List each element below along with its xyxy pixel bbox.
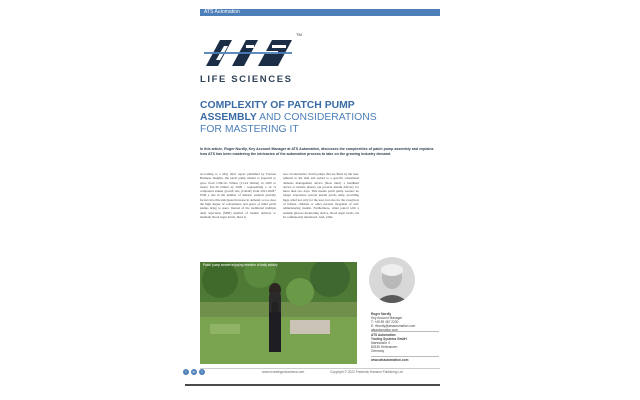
author-email: E: rNordly@atsautomation.com bbox=[371, 324, 416, 328]
article-title-line-3: FOR MASTERING IT bbox=[200, 124, 299, 135]
article-intro: In this article, Roger Nordly, Key Account Manager at ATS Automation, discusses the complexities of patch pump assembly and explains how ATS has been mastering the intricacies of the automation process to take on the growing industry demand. bbox=[200, 147, 434, 156]
divider bbox=[371, 331, 439, 332]
page-bottom-edge bbox=[185, 384, 440, 386]
author-email-2: atsautomation.com bbox=[371, 328, 398, 332]
facebook-icon[interactable]: f bbox=[183, 369, 189, 375]
company-city: 80335 Hörbranzen bbox=[371, 345, 398, 349]
company-website[interactable]: www.atsautomation.com bbox=[371, 358, 409, 362]
patch-pump-wearer-photo bbox=[200, 262, 357, 364]
author-name: Roger Nordly bbox=[371, 312, 392, 316]
ats-logo bbox=[202, 38, 294, 68]
author-phone: T: +49 89 467 2230 bbox=[371, 320, 399, 324]
linkedin-icon[interactable]: in bbox=[192, 370, 196, 374]
company-name: ATS Automation bbox=[371, 333, 396, 337]
article-title-line-2 bbox=[200, 112, 440, 124]
footer-rule bbox=[200, 368, 440, 369]
author-role: Key Account Manager bbox=[371, 316, 403, 320]
body-column-1: According to a May 2021 report published by Fortune Business Insights, the patch pump market is expected to grow from US$1.61 billion (£1.24 billion) in 2020 to nearly $11.46 billion by 2028 – representing a 14 % compound annual growth rate (CAGR) from 2021-2028.¹ With a rise in the number of diabetic patients globally factors into this anticipated increase in demand, so too does the high degree of convenience and peace of mind patch pumps bring to users. Instead of the traditional multiple daily injections (MDI) method of insulin delivery to maintain blood sugar levels, there is bbox=[200, 172, 276, 219]
company-address bbox=[371, 333, 441, 353]
author-contact bbox=[371, 312, 441, 332]
trademark: TM bbox=[296, 32, 302, 37]
body-column-2: now an alternative. Patch pumps that are filled by the user, adhered to the skin and paired to a specific customised diabetes management device (most likely a handheld device or mobile phone) can provide insulin delivery for more than two days. This means patch pump wearers no longer experience several needle pricks daily, providing huge relief not only for the user, but also for the caregivers of infants, children or other persons incapable of self-administering insulin. Furthermore, when paired with a suitable glucose monitoring device, blood sugar levels can be continuously monitored. And, while bbox=[283, 172, 359, 219]
section-label: ATS Automation bbox=[204, 9, 240, 15]
footer-copyright: Copyright © 2022 Frederick Hamson Publishing Ltd bbox=[330, 370, 403, 374]
company-country: Germany bbox=[371, 349, 385, 353]
footer-site[interactable]: www.investingtobusiness.com bbox=[262, 370, 305, 374]
title-bold-word: ASSEMBLY bbox=[200, 112, 257, 123]
photo-caption: Patch pump wearer enjoying freedom of daily activity bbox=[203, 263, 278, 267]
company-street: Marsstraße 4 bbox=[371, 341, 390, 345]
title-rest: AND CONSIDERATIONS bbox=[256, 112, 377, 123]
divider bbox=[371, 356, 439, 357]
division-name: LIFE SCIENCES bbox=[200, 74, 293, 85]
company-name-2: Tooling Systems GmbH bbox=[371, 337, 407, 341]
article-title-line-1: COMPLEXITY OF PATCH PUMP bbox=[200, 100, 355, 111]
twitter-icon[interactable]: t bbox=[199, 369, 205, 375]
author-portrait bbox=[369, 257, 415, 303]
